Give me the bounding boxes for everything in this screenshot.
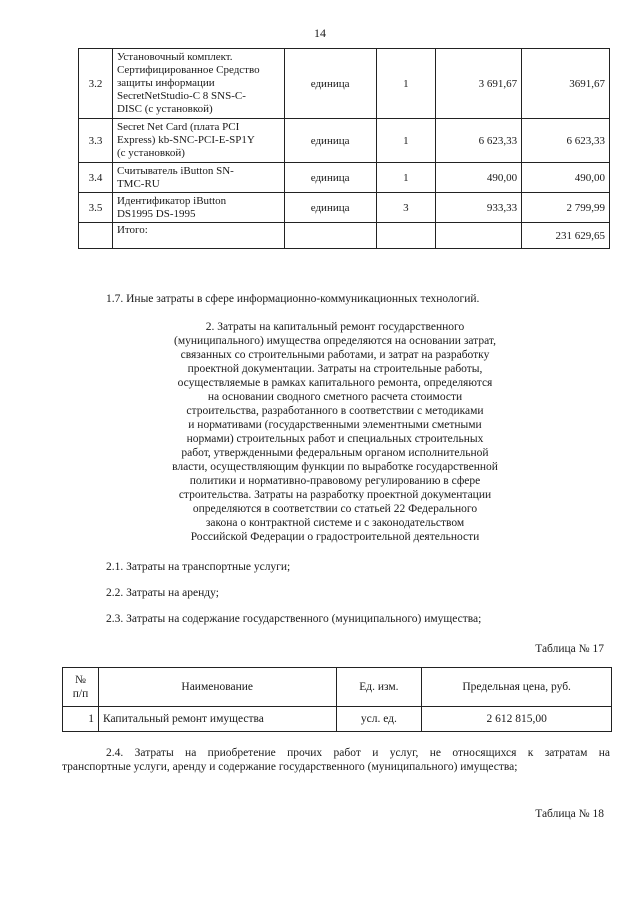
- table-row: [79, 163, 610, 193]
- item-price: 2 612 815,00: [422, 707, 612, 732]
- table-row: [63, 707, 612, 732]
- table-18-caption: Таблица № 18: [535, 808, 604, 820]
- empty-cell: [284, 223, 376, 249]
- item-name: Считыватель iButton SN- TMC-RU: [112, 163, 284, 193]
- empty-cell: [79, 223, 113, 249]
- item-unit: единица: [284, 163, 376, 193]
- header-name: Наименование: [98, 668, 336, 707]
- item-total: 6 623,33: [522, 119, 610, 163]
- empty-cell: [376, 223, 436, 249]
- table-17-caption: Таблица № 17: [535, 643, 604, 655]
- row-number: 3.5: [79, 193, 113, 223]
- paragraph-2-2: 2.2. Затраты на аренду;: [106, 587, 219, 599]
- item-total: 490,00: [522, 163, 610, 193]
- empty-cell: [436, 223, 522, 249]
- row-number: 3.2: [79, 49, 113, 119]
- item-unit: единица: [284, 49, 376, 119]
- equipment-table: [78, 48, 610, 249]
- item-price: 6 623,33: [436, 119, 522, 163]
- item-total: 3691,67: [522, 49, 610, 119]
- paragraph-2-1: 2.1. Затраты на транспортные услуги;: [106, 561, 291, 573]
- row-number: 3.3: [79, 119, 113, 163]
- header-number: № п/п: [63, 668, 99, 707]
- item-total: 2 799,99: [522, 193, 610, 223]
- item-name: Идентификатор iButton DS1995 DS-1995: [112, 193, 284, 223]
- item-price: 933,33: [436, 193, 522, 223]
- paragraph-2: 2. Затраты на капитальный ремонт государственного (муниципального) имущества определяются на основании затрат, связанных со строительными работами, и затрат на разработку проектной документации. Затраты на строительные работы, осуществляемые в рамках капитального ремонта, определяются на основании сводного сметного расчета стоимости строительства, разработанного в соответствии с методиками и нормативами (государственными элементными сметными нормами) строительных работ и специальных строительных работ, утвержденными федеральным органом исполнительной власти, осуществляющим функции по выработке государственной политики и нормативно-правовому регулированию в сфере строительства. Затраты на разработку проектной документации определяются в соответствии со статьей 22 Федерального закона о контрактной системе и с законодательством Российской Федерации о градостроительной деятельности: [172, 321, 498, 543]
- table-row: [79, 119, 610, 163]
- page-number: 14: [314, 26, 326, 40]
- item-unit: усл. ед.: [336, 707, 422, 732]
- item-name: Secret Net Card (плата PCI Express) kb-SNC-PCI-E-SP1Y (с установкой): [112, 119, 284, 163]
- table-row: [79, 193, 610, 223]
- row-number: 3.4: [79, 163, 113, 193]
- item-unit: единица: [284, 119, 376, 163]
- item-quantity: 1: [376, 163, 436, 193]
- paragraph-1-7: 1.7. Иные затраты в сфере информационно-коммуникационных технологий.: [106, 293, 480, 305]
- paragraph-2-4: 2.4. Затраты на приобретение прочих работ и услуг, не относящихся к затратам на транспортные услуги, аренду и содержание государственного (муниципального) имущества;: [62, 747, 610, 773]
- header-price: Предельная цена, руб.: [422, 668, 612, 707]
- paragraph-2-3: 2.3. Затраты на содержание государственного (муниципального) имущества;: [106, 613, 482, 625]
- item-quantity: 1: [376, 49, 436, 119]
- item-price: 490,00: [436, 163, 522, 193]
- item-quantity: 3: [376, 193, 436, 223]
- table-row: [79, 49, 610, 119]
- item-price: 3 691,67: [436, 49, 522, 119]
- total-row: [79, 223, 610, 249]
- item-quantity: 1: [376, 119, 436, 163]
- item-name: Установочный комплект. Сертифицированное Средство защиты информации SecretNetStudio-C 8 SNS-C- DISC (с установкой): [112, 49, 284, 119]
- item-name: Капитальный ремонт имущества: [98, 707, 336, 732]
- table-header-row: [63, 668, 612, 707]
- table-17: [62, 667, 612, 732]
- total-value: 231 629,65: [522, 223, 610, 249]
- item-unit: единица: [284, 193, 376, 223]
- total-label: Итого:: [112, 223, 284, 249]
- header-unit: Ед. изм.: [336, 668, 422, 707]
- row-number: 1: [63, 707, 99, 732]
